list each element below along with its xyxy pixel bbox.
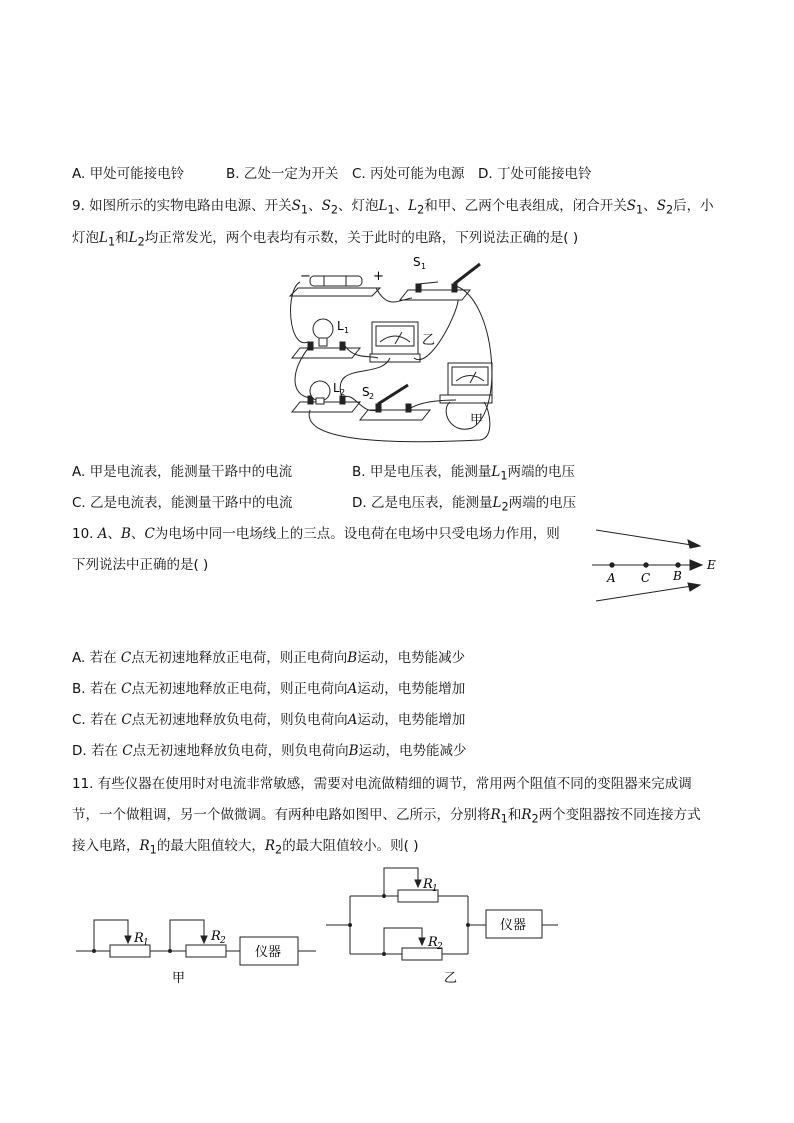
q11-text: 节，一个做粗调，另一个做微调。有两种电路如图甲、乙所示，分别将 [72,807,491,823]
q9-sub: 2 [417,203,425,217]
q9-stem-line1 [72,196,714,221]
q10-stem-line2: 下列说法中正确的是( ) [72,557,209,573]
lamp-l1-icon [313,319,333,339]
q10-text: 运动，电势能增加 [357,712,466,728]
q9-option-a: A. 甲是电流表，能测量干路中的电流 [72,464,293,480]
q10-text: 运动，电势能减少 [357,650,466,666]
switch-s2-base [360,410,430,420]
label-l1-sub: 1 [344,326,350,335]
label-r1: R [134,931,144,946]
point-b [676,563,680,567]
q10-var: B [348,743,359,759]
q11-var-r2: R [264,838,276,854]
q10-option-a [72,648,465,668]
q9-var-s1: S [291,198,301,214]
junction-dot [92,949,96,953]
q10-var: C [120,650,132,666]
q11-stem-line1: 11. 有些仪器在使用时对电流非常敏感，需要对电流做精细的调节，常用两个阻值不同的变阻器来完成调 [72,776,692,792]
q11-stem-line2 [72,805,701,830]
q9-sub: 1 [107,235,116,249]
junction-dot [382,952,386,956]
q8-option-b: B. 乙处一定为开关 [226,166,339,182]
q11-circuit-yi [322,862,562,987]
q10-field-figure [590,522,730,606]
q9-text: 两端的电压 [508,495,577,511]
q10-var: A [97,526,108,542]
label-s1-sub: 1 [421,262,427,271]
q9-var-s1: S [626,198,637,214]
q10-var: C [121,681,132,697]
q11-text: 和 [507,807,522,823]
battery-base [290,288,380,296]
arrow-head [690,560,702,570]
label-s1: S [413,255,421,269]
q10-text: A. 若在 [72,650,121,666]
q9-sub: 2 [665,203,674,217]
battery-plus-label: + [373,269,384,284]
q10-text: D. 若在 [72,743,123,759]
q11-text: 的最大阻值较大， [156,838,265,854]
q10-text: 点无初速地释放负电荷，则负电荷向 [132,743,349,759]
q9-text: 和甲、乙两个电表组成，闭合开关 [424,198,627,214]
lamp-l2-base [292,402,360,412]
q10-text: 运动，电势能增加 [357,681,466,697]
label-c: C [641,571,651,585]
q10-text: 点无初速地释放正电荷，则正电荷向 [131,650,348,666]
q9-circuit-figure [280,250,510,455]
q9-text: 和 [115,230,129,246]
label-r2: R [428,935,438,950]
label-s2-sub: 2 [369,392,375,401]
q11-sub: 1 [500,812,508,826]
label-s2: S [362,385,370,399]
q10-stem-line1 [72,524,560,544]
battery-icon [310,276,362,286]
q9-text: 、 [308,198,322,214]
q10-text: 为电场中同一电场线上的三点。设电荷在电场中只受电场力作用，则 [154,526,560,542]
q11-var-r2: R [521,807,532,823]
label-l2-sub: 2 [340,388,346,397]
q9-sub: 1 [636,203,644,217]
q9-sub: 1 [500,469,508,483]
q10-text: 、 [130,526,145,542]
label-r1-sub: 1 [432,884,438,894]
q9-text: 均正常发光，两个电表均有示数，关于此时的电路，下列说法正确的是( ) [144,230,579,246]
q9-var-l2: L [492,495,502,511]
q11-circuit-jia [72,910,322,990]
q9-var-l2: L [128,230,138,246]
q11-text: 接入电路， [72,838,140,854]
q10-text: C. 若在 [72,712,122,728]
q10-option-c [72,710,465,730]
q10-var: B [121,526,131,542]
resistor-r2 [186,945,226,957]
q10-text: 点无初速地释放正电荷，则正电荷向 [131,681,348,697]
caption-yi: 乙 [444,971,458,986]
label-e: E [707,558,716,572]
q9-sub: 2 [137,235,145,249]
q9-var-s2: S [321,198,331,214]
q10-text: 10. [72,526,98,542]
q10-text: 点无初速地释放负电荷，则负电荷向 [131,712,348,728]
q9-var-l1: L [378,198,388,214]
q9-var-l1: L [99,230,108,246]
q10-var: C [144,526,155,542]
switch-s1-lever [454,264,480,284]
q9-stem-line2 [72,228,578,253]
q10-text: 运动，电势能减少 [358,743,467,759]
q10-var: C [122,743,133,759]
q9-text: 、 [643,198,657,214]
caption-jia: 甲 [172,971,186,986]
q10-var: C [121,712,132,728]
q9-var-l2: L [408,198,418,214]
q8-option-d: D. 丁处可能接电铃 [478,166,592,182]
q10-text: 、 [107,526,122,542]
label-r1-sub: 1 [143,938,149,948]
q10-option-d [72,741,467,761]
label-r2-sub: 2 [220,936,226,946]
battery-minus-label: − [300,269,311,284]
label-jia: 甲 [470,413,484,428]
q9-text: 后，小 [673,198,714,214]
q9-var-l1: L [491,464,501,480]
point-c [644,563,648,567]
arrow-head [688,540,700,548]
q11-text: 的最大阻值较小。则( ) [282,838,419,854]
junction-dot [466,923,470,927]
q10-var: A [347,712,358,728]
label-r2-sub: 2 [437,942,443,952]
q10-option-b [72,679,465,699]
label-yi: 乙 [422,333,436,348]
q11-var-r1: R [139,838,150,854]
q11-text: 两个变阻器按不同连接方式 [538,807,701,823]
q9-text: 、 [394,198,409,214]
q9-option-d [352,493,576,518]
q9-text: 灯泡 [72,230,99,246]
q9-sub: 1 [300,203,309,217]
junction-dot [348,923,352,927]
label-r2: R [211,929,221,944]
junction-dot [382,894,386,898]
q11-sub: 1 [149,843,157,857]
q9-sub: 2 [330,203,339,217]
point-a [610,563,614,567]
q9-sub: 1 [387,203,395,217]
q9-option-b [352,462,575,487]
q9-text: 、灯泡 [338,198,379,214]
label-l2: L [333,381,340,395]
q11-stem-line3 [72,836,419,861]
q9-sub: 2 [501,500,509,514]
q9-text: D. 乙是电压表，能测量 [352,495,493,511]
device-label-yi: 仪器 [500,918,527,933]
label-r1: R [423,877,433,892]
q9-text: 9. 如图所示的实物电路由电源、开关 [72,198,292,214]
device-label-jia: 仪器 [255,945,282,960]
q8-option-a: A. 甲处可能接电铃 [72,166,185,182]
label-l1: L [337,319,344,333]
q9-var-s2: S [656,198,666,214]
q9-option-c: C. 乙是电流表，能测量干路中的电流 [72,495,293,511]
q10-text: B. 若在 [72,681,122,697]
label-a: A [607,571,616,585]
q10-var: B [347,650,358,666]
q9-text: B. 甲是电压表，能测量 [352,464,492,480]
q11-var-r1: R [490,807,501,823]
label-b: B [673,569,682,583]
q11-sub: 2 [275,843,283,857]
junction-dot [168,949,172,953]
switch-s2-lever [378,385,408,404]
q8-option-c: C. 丙处可能为电源 [352,166,465,182]
arrow-head [688,583,700,591]
q9-text: 两端的电压 [507,464,575,480]
q11-sub: 2 [531,812,539,826]
q10-var: A [347,681,358,697]
